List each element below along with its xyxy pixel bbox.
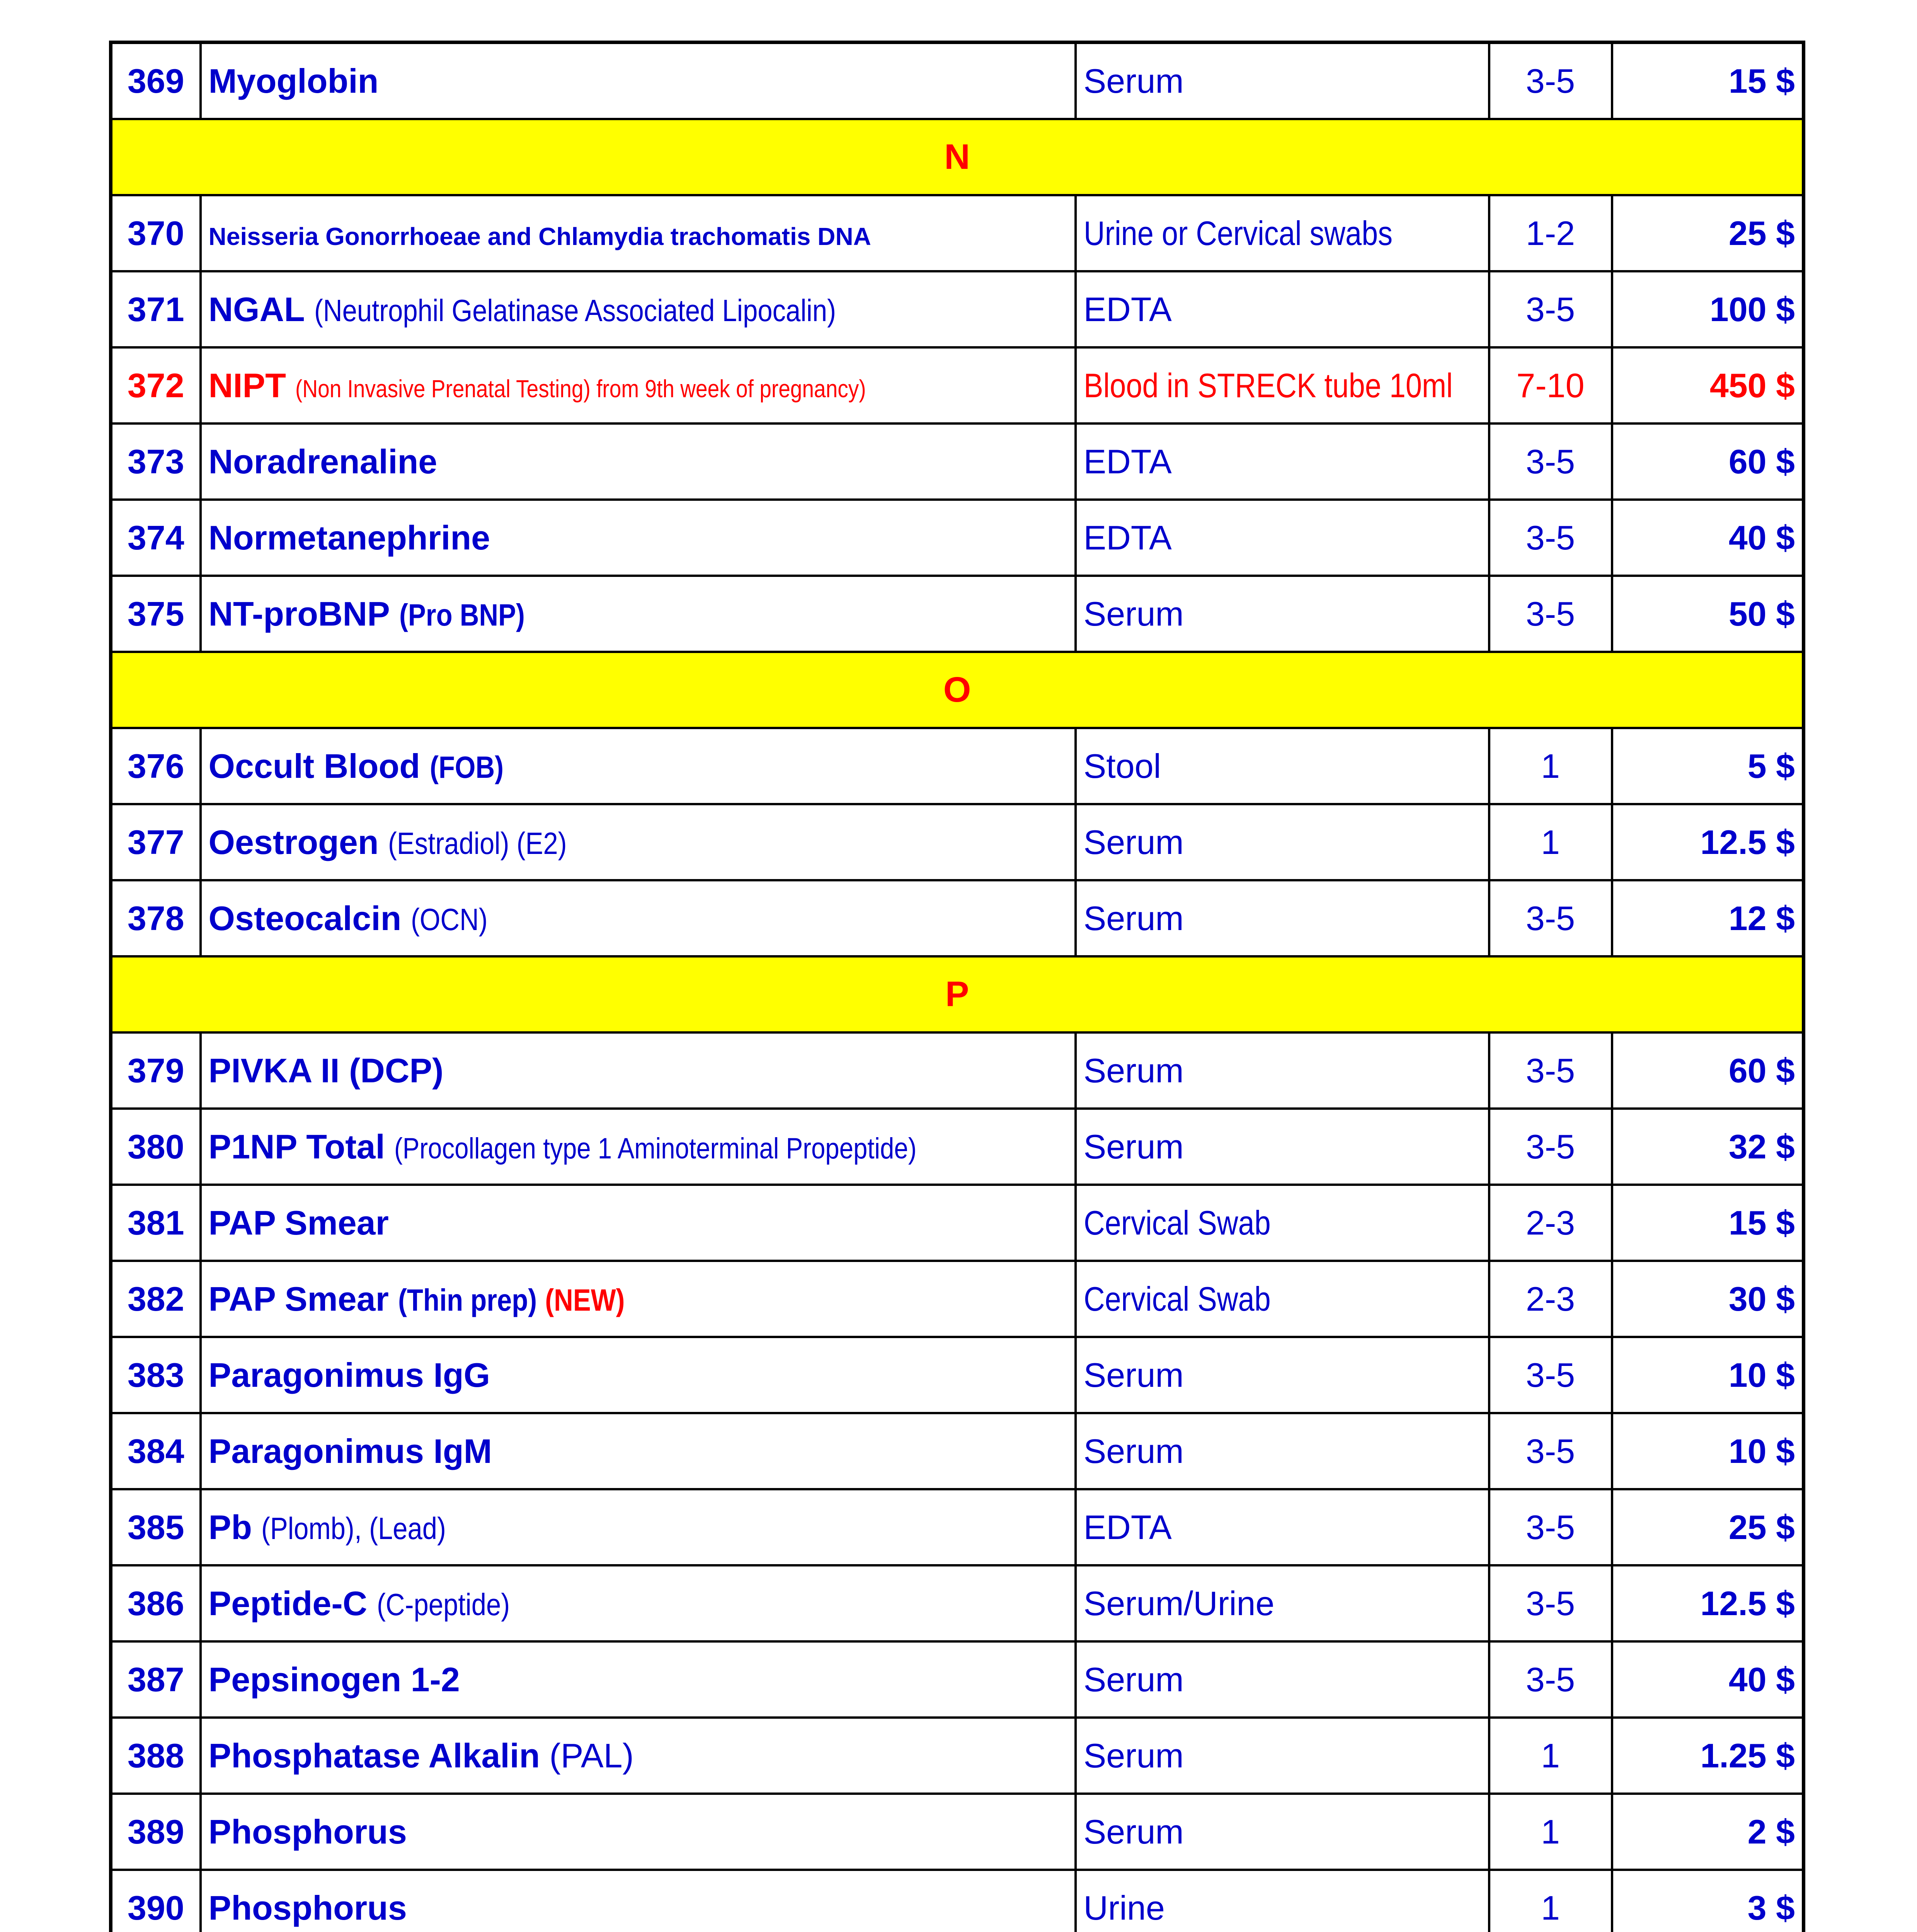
test-name: Oestrogen	[208, 823, 379, 861]
table-row	[111, 271, 1804, 347]
specimen: Serum/Urine	[1076, 1565, 1489, 1641]
table-row	[111, 195, 1804, 271]
price: 12.5 $	[1612, 1565, 1804, 1641]
price: 30 $	[1612, 1261, 1804, 1337]
section-letter: O	[111, 652, 1804, 728]
test-number: 372	[111, 347, 201, 423]
specimen: Serum	[1076, 1032, 1489, 1109]
specimen: Cervical Swab	[1076, 1185, 1489, 1261]
price: 60 $	[1612, 423, 1804, 500]
price: 12 $	[1612, 880, 1804, 956]
test-number: 371	[111, 271, 201, 347]
price: 15 $	[1612, 43, 1804, 119]
new-badge: (NEW)	[545, 1282, 625, 1317]
price: 10 $	[1612, 1337, 1804, 1413]
price: 25 $	[1612, 195, 1804, 271]
price: 3 $	[1612, 1870, 1804, 1932]
specimen: EDTA	[1076, 500, 1489, 576]
price: 32 $	[1612, 1109, 1804, 1185]
test-name-cell	[201, 195, 1076, 271]
test-detail: (Pro BNP)	[399, 597, 525, 632]
turnaround-days: 3-5	[1489, 1413, 1612, 1489]
turnaround-days: 3-5	[1489, 423, 1612, 500]
test-detail: (C-peptide)	[376, 1587, 510, 1622]
section-letter: P	[111, 956, 1804, 1032]
test-name: Phosphorus	[208, 1888, 407, 1927]
table-row	[111, 804, 1804, 880]
table-row	[111, 1870, 1804, 1932]
turnaround-days: 3-5	[1489, 1337, 1612, 1413]
test-name-cell	[201, 43, 1076, 119]
test-detail: (Estradiol) (E2)	[388, 826, 567, 861]
turnaround-days: 3-5	[1489, 43, 1612, 119]
table-row	[111, 1261, 1804, 1337]
test-detail: (PAL)	[549, 1736, 634, 1775]
turnaround-days: 3-5	[1489, 1032, 1612, 1109]
test-name: PIVKA II (DCP)	[208, 1051, 444, 1090]
specimen: Urine or Cervical swabs	[1076, 195, 1489, 271]
turnaround-days: 3-5	[1489, 1109, 1612, 1185]
test-name: Phosphatase Alkalin	[208, 1736, 540, 1775]
test-detail: (Thin prep)	[398, 1282, 537, 1317]
specimen: Serum	[1076, 43, 1489, 119]
turnaround-days: 1	[1489, 1870, 1612, 1932]
table-row	[111, 423, 1804, 500]
test-name-cell	[201, 1337, 1076, 1413]
test-name-cell	[201, 271, 1076, 347]
turnaround-days: 3-5	[1489, 271, 1612, 347]
test-name: PAP Smear	[208, 1203, 389, 1242]
test-name: PAP Smear	[208, 1279, 389, 1318]
test-name-cell	[201, 576, 1076, 652]
table-row	[111, 43, 1804, 119]
test-name-cell	[201, 500, 1076, 576]
table-row	[111, 1489, 1804, 1565]
price: 60 $	[1612, 1032, 1804, 1109]
test-name: Paragonimus IgG	[208, 1355, 490, 1394]
price: 40 $	[1612, 500, 1804, 576]
test-name: Myoglobin	[208, 61, 379, 100]
specimen: Urine	[1076, 1870, 1489, 1932]
turnaround-days: 7-10	[1489, 347, 1612, 423]
turnaround-days: 3-5	[1489, 1565, 1612, 1641]
turnaround-days: 1	[1489, 1794, 1612, 1870]
price: 50 $	[1612, 576, 1804, 652]
price: 1.25 $	[1612, 1718, 1804, 1794]
section-letter: N	[111, 119, 1804, 195]
table-row	[111, 1413, 1804, 1489]
price: 25 $	[1612, 1489, 1804, 1565]
test-name: Neisseria Gonorrhoeae and Chlamydia trachomatis DNA	[208, 222, 871, 250]
table-row	[111, 880, 1804, 956]
test-number: 382	[111, 1261, 201, 1337]
table-row-highlighted	[111, 347, 1804, 423]
turnaround-days: 3-5	[1489, 880, 1612, 956]
test-name: Osteocalcin	[208, 899, 402, 937]
test-number: 388	[111, 1718, 201, 1794]
test-number: 390	[111, 1870, 201, 1932]
test-number: 377	[111, 804, 201, 880]
test-name: NT-proBNP	[208, 594, 390, 633]
test-number: 374	[111, 500, 201, 576]
test-number: 389	[111, 1794, 201, 1870]
test-name-cell	[201, 423, 1076, 500]
table-row	[111, 1032, 1804, 1109]
test-detail: (Plomb), (Lead)	[261, 1511, 446, 1546]
turnaround-days: 2-3	[1489, 1261, 1612, 1337]
specimen: EDTA	[1076, 271, 1489, 347]
test-name-cell	[201, 1641, 1076, 1718]
test-name-cell	[201, 1565, 1076, 1641]
price: 10 $	[1612, 1413, 1804, 1489]
test-name-cell	[201, 1794, 1076, 1870]
test-name: NIPT	[208, 366, 286, 405]
specimen: Serum	[1076, 1641, 1489, 1718]
test-name: Paragonimus IgM	[208, 1432, 492, 1470]
test-detail: (Procollagen type 1 Aminoterminal Propeptide)	[394, 1132, 917, 1165]
table-row	[111, 1565, 1804, 1641]
test-name-cell	[201, 728, 1076, 804]
turnaround-days: 3-5	[1489, 576, 1612, 652]
test-number: 379	[111, 1032, 201, 1109]
section-header-row	[111, 119, 1804, 195]
table-row	[111, 1718, 1804, 1794]
test-detail: (Neutrophil Gelatinase Associated Lipocalin)	[314, 293, 836, 328]
turnaround-days: 2-3	[1489, 1185, 1612, 1261]
turnaround-days: 3-5	[1489, 1641, 1612, 1718]
turnaround-days: 1	[1489, 728, 1612, 804]
specimen: Serum	[1076, 1337, 1489, 1413]
table-row	[111, 1109, 1804, 1185]
test-name-cell	[201, 1032, 1076, 1109]
specimen: Serum	[1076, 1109, 1489, 1185]
table-row	[111, 576, 1804, 652]
test-name-cell	[201, 1185, 1076, 1261]
turnaround-days: 3-5	[1489, 1489, 1612, 1565]
price: 40 $	[1612, 1641, 1804, 1718]
test-name: Phosphorus	[208, 1812, 407, 1851]
price: 15 $	[1612, 1185, 1804, 1261]
test-name-cell	[201, 1489, 1076, 1565]
test-name: Pb	[208, 1508, 252, 1546]
specimen: Stool	[1076, 728, 1489, 804]
test-name-cell	[201, 1718, 1076, 1794]
price: 5 $	[1612, 728, 1804, 804]
section-header-row	[111, 652, 1804, 728]
test-number: 370	[111, 195, 201, 271]
price: 2 $	[1612, 1794, 1804, 1870]
test-name-cell	[201, 1109, 1076, 1185]
test-number: 378	[111, 880, 201, 956]
table-row	[111, 1185, 1804, 1261]
specimen: Serum	[1076, 576, 1489, 652]
test-name: Occult Blood	[208, 747, 421, 785]
specimen: EDTA	[1076, 423, 1489, 500]
table-row	[111, 1641, 1804, 1718]
specimen: Serum	[1076, 804, 1489, 880]
specimen: Serum	[1076, 880, 1489, 956]
test-name-cell	[201, 1261, 1076, 1337]
test-name-cell	[201, 880, 1076, 956]
test-number: 369	[111, 43, 201, 119]
section-header-row	[111, 956, 1804, 1032]
specimen: Cervical Swab	[1076, 1261, 1489, 1337]
table-row	[111, 1794, 1804, 1870]
test-name: Peptide-C	[208, 1584, 368, 1622]
test-name: Pepsinogen 1-2	[208, 1660, 460, 1699]
test-name: Normetanephrine	[208, 518, 490, 557]
specimen: Serum	[1076, 1794, 1489, 1870]
test-number: 380	[111, 1109, 201, 1185]
specimen: Serum	[1076, 1413, 1489, 1489]
specimen: Blood in STRECK tube 10ml	[1076, 347, 1489, 423]
table-row	[111, 500, 1804, 576]
test-detail: (Non Invasive Prenatal Testing) from 9th week of pregnancy)	[295, 374, 867, 403]
test-name-cell	[201, 1413, 1076, 1489]
table-row	[111, 1337, 1804, 1413]
specimen: EDTA	[1076, 1489, 1489, 1565]
test-number: 385	[111, 1489, 201, 1565]
test-number: 381	[111, 1185, 201, 1261]
test-number: 384	[111, 1413, 201, 1489]
test-detail: (FOB)	[429, 750, 504, 784]
price: 12.5 $	[1612, 804, 1804, 880]
test-name-cell	[201, 347, 1076, 423]
test-name-cell	[201, 804, 1076, 880]
test-name: NGAL	[208, 290, 305, 328]
test-name-cell	[201, 1870, 1076, 1932]
test-number: 383	[111, 1337, 201, 1413]
test-number: 376	[111, 728, 201, 804]
test-number: 373	[111, 423, 201, 500]
test-detail: (OCN)	[410, 902, 488, 937]
turnaround-days: 1-2	[1489, 195, 1612, 271]
turnaround-days: 1	[1489, 804, 1612, 880]
test-number: 386	[111, 1565, 201, 1641]
test-number: 387	[111, 1641, 201, 1718]
test-name: Noradrenaline	[208, 442, 438, 481]
price: 100 $	[1612, 271, 1804, 347]
price: 450 $	[1612, 347, 1804, 423]
turnaround-days: 3-5	[1489, 500, 1612, 576]
table-row	[111, 728, 1804, 804]
specimen: Serum	[1076, 1718, 1489, 1794]
test-name: P1NP Total	[208, 1127, 385, 1166]
price-list-table	[109, 41, 1805, 1932]
test-number: 375	[111, 576, 201, 652]
turnaround-days: 1	[1489, 1718, 1612, 1794]
